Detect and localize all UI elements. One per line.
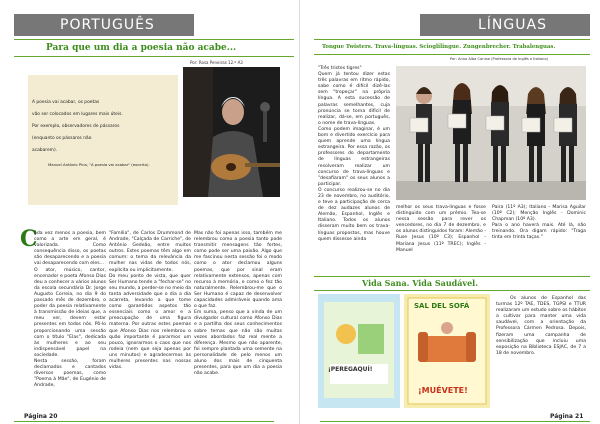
musician-illustration [183,67,280,197]
column-3: Paira (11º A3); Italiano - Marisa Aguilar (10º C2); Menção Inglês - Dominic Chapman (10º A3). Para o ano haverá mais. Até lá, não treinando. Ora digam rápido: "Traga tinta em trinta taças." [492,205,586,241]
poster-2-subheading: ¡MUÉVETE! [418,386,468,395]
header-rule [314,39,590,40]
column-2: "Família", de Carlos Drummond de Andrade, "Calçada de Carriche", de António Gedeão, entre muitos outros. Estes poemas têm algo em comum: o tema da relevância da mulher nas vidas de todos nós, explícita ou implicitamente. Do meu ponto de vista, que quer Ser Humano tende a "fechar-se" no seu mundo, a perder-se no meio da tanta adversidade que o dia a dia acarreta, levando a que tome como garantidos aspetos tão essenciais como o amor e a preocupação de uma figura materna. Por outras estes poemas que Afonso Dias nos relembrou o quão importante é pararmos um pouco, ignorarmos o caos que nos rodeia (nem que seja apenas por uns minutos) e agradecermos às mulheres presentes nas nossas vidas. [109,231,191,371]
article-title: Para que um dia a poesia não acabe... [46,43,237,53]
quote-line: A poesia vai acabar, os poetas [32,100,100,105]
footer-rule [320,421,590,422]
header-rule [14,39,294,40]
byline: Por: Anna Alba Caruso (Professora de Inglês e Italiano) [450,57,549,61]
quote-line: Por exemplo, observadores de pássaros [32,124,120,129]
section-header-title: PORTUGUÊS [60,17,155,33]
page-number: Página 21 [550,413,584,420]
column-4: Os alunos de Espanhol das turmas 12º TAE, TDES, TGPSI e TTUR realizaram um estudo sobre os hábitos a cultivar para manter uma vida saudável, com a orientação da Professora Cármen Pedrosa. Depois, fizeram uma campanha de sensibilização que incluiu uma exposição na Biblioteca ESJAC, de 7 a 18 de novembro. [496,296,586,356]
poster-1-text: ¡PEREGAQUÍ! [328,366,373,373]
musician-photo [183,67,280,197]
column-1: ada vez menos a poesia, bem como a arte em geral, é valorizada. Como consequência disso, os poetas são desaparecendo e a poesia vai desaparecendo com eles... O ator, músico, cantor, encenador e poeta Afonso Dias deu a conhecer a vários alunos da escola secundária Dr. Jorge Augusto Correia, no dia 9 do passado mês de dezembro, o poder da poesia relativamente à transmissão de ideias que, a meu ver, devem estar presentes em todos nós. Pô-lo proporcionando uma sessão com o título "Elas", dedicada às mulheres e ao seu indispensável papel na sociedade. Nesta sessão, foram declamados e cantados diversos poemas, como "Poema à Mãe", de Eugénio de Andrade, [34,231,106,389]
article-title: Tongue Twisters. Trava-línguas. Scioglilingue. Zungenbrecher. Trabalenguas. [322,44,556,50]
quote-line: (enquanto os pássaros não [32,136,92,141]
quote-line: vão ser colocados em lugares mais úteis. [32,112,123,117]
title-rule [14,56,294,57]
column-3: Mas não foi apenas isso, também me relembrou como a poesia tanto pode transmitir mensagens tão fortes, como pode ser uma paixão. Algo que me fascinou nesta sessão foi o modo como o ator declamou alguns poemas, que por sinal eram relativamente extensos, apenas com recurso à memória, e como o fez tão naturalmente. Relembrou-me que o Ser Humano é capaz de desenvolver capacidades admiráveis quando ama o que faz. Em suma, penso que a vinda de um divulgador cultural como Afonso Dias e a partilha dos seus conhecimentos sobre temas que não são muitas vezes abordados faz real mente a diferença. Mesmo que não aparente, foi sempre plantada uma semente na personalidade de pelo menos um aluno dos mais de cinquenta presentes, para que um dia a poesia não acabe. [194,231,282,377]
footer-rule [14,421,274,422]
byline: Por: Rosa Peneiras 12.º A3 [190,60,243,65]
page-number: Página 20 [24,413,58,420]
section-header-title: LÍNGUAS [478,17,547,33]
poster-photo-2 [404,294,490,408]
students-photo [396,66,586,200]
section-rule [314,290,590,291]
poster-2-heading: SAL DEL SOFÁ [414,302,470,310]
section-2-title: Vida Sana. Vida Saudável. [362,278,478,288]
students-illustration [396,66,586,200]
quote-line: acabarem). [32,148,58,153]
poster-1-illustration [318,294,400,408]
title-rule [314,54,590,55]
quote-box [28,75,178,205]
column-2: melhor os seus trava-línguas e fosse distinguido com um prémio. Tea-se nessa sessão para rever os vencedores, no dia 7 de dezembro, e os alunos distinguidos foram: Alemão - Ruse Jesus (10º C3); Espanhol - Mariana Jesus (11º TREC); Inglês - Manuel [396,205,486,253]
column-1: "Três tristes tigres" Quem já tentou dizer estas três palavras em ritmo rápido, sabe como é difícil dizê-las sem "tropeçar" na própria língua. A esta sucessão de palavras semelhantes, cuja pronúncia se torna difícil de realizar, dá-se, em português, o nome de trava-línguas. Como podem imaginar, é um bom e divertido exercício para quem aprende uma língua estrangeira. Por essa razão, os professores do departamento de línguas estrangeiras resolveram realizar um concurso de trava-línguas e "desafiaram" os seus alunos a participar. O concurso realizou-se no dia 23 de novembro, no auditório, e teve a participação de cerca de dez audazes alunos de Alemão, Espanhol, Inglês e Italiano. Todos os alunos disseram muito bem os trava-línguas propostos, mas houve quem dissesse ainda [318,66,390,242]
poster-photo-1 [318,294,400,408]
drop-cap: C [20,226,38,252]
right-page [300,0,600,424]
section-rule [314,276,590,277]
quote-attribution: Manuel António Pina, "A poesia vai acabar" (excerto). [48,162,150,167]
